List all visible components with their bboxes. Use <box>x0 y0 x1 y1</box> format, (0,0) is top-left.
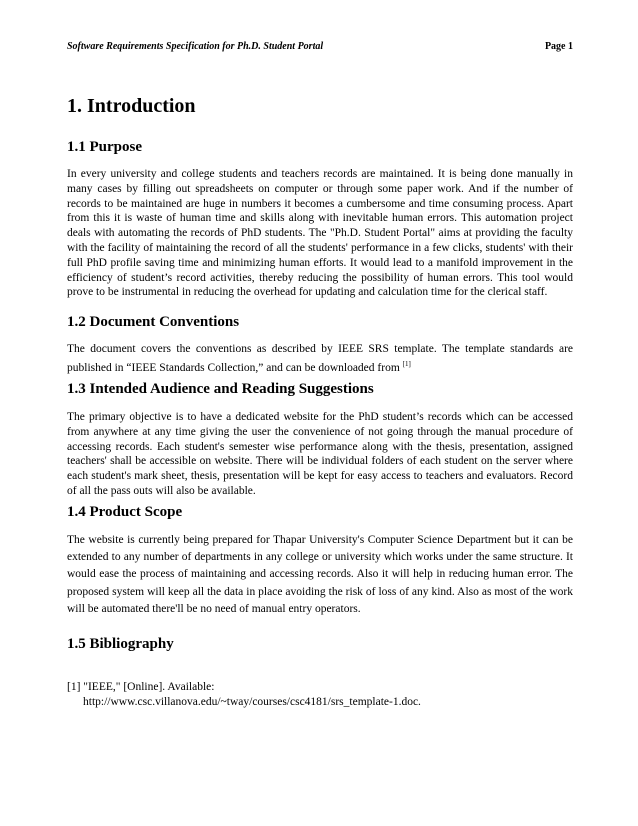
citation-reference: [1] <box>402 359 411 368</box>
section-title-conventions: 1.2 Document Conventions <box>67 314 240 330</box>
section-title-audience: 1.3 Intended Audience and Reading Suggestions <box>67 381 374 397</box>
page-number: Page 1 <box>544 41 573 52</box>
bibliography-citation: [1] "IEEE," [Online]. Available: <box>67 681 215 693</box>
section-text-conventions <box>67 342 573 376</box>
section-title-bibliography: 1.5 Bibliography <box>67 636 174 652</box>
bibliography-entry <box>67 680 421 710</box>
section-text-scope: The website is currently being prepared for Thapar University's Computer Science Department but it can be extended to any number of departments in any college or university which works under the same structure. It would ease the process of maintaining and accessing records. Also it will help in reducing human error. The proposed system will keep all the data in place avoiding the risk of loss of any kind. Also as most of the work will be automated there'll be no need of manual entry operators. <box>67 534 573 615</box>
page-header <box>67 41 573 52</box>
conventions-text: The document covers the conventions as described by IEEE SRS template. The template standards are published in “IEEE Standards Collection,” and can be downloaded from <box>67 343 573 374</box>
section-title-scope: 1.4 Product Scope <box>67 504 183 520</box>
section-title-purpose: 1.1 Purpose <box>67 139 142 155</box>
bibliography-url[interactable]: http://www.csc.villanova.edu/~tway/courses/csc4181/srs_template-1.doc. <box>83 695 421 708</box>
header-title: Software Requirements Specification for Ph.D. Student Portal <box>67 41 324 52</box>
section-text-audience: The primary objective is to have a dedicated website for the PhD student’s records which can be accessed from anywhere at any time giving the user the convenience of not going through the manual procedure of accessing records. Each student's semester wise performance along with the thesis, presentation, assigned teachers' shall be accessible on website. There will be individual folders of each student on the server where each student's mark sheet, thesis, presentation will be kept for easy access to teachers and evaluators. Record of all the pass outs will also be available. <box>67 411 573 497</box>
chapter-heading: 1. Introduction <box>67 95 196 117</box>
section-text-purpose: In every university and college students and teachers records are maintained. It is being done manually in many cases by filling out spreadsheets on computer or through some paper work. And if the number of records to be maintained are huge in numbers it becomes a cumbersome and time consuming process. Apart from this it is waste of human time and skills along with inevitable human errors. This automation project deals with automating the records of PhD students. The "Ph.D. Student Portal" aims at providing the faculty with the facility of maintaining the record of all the students' performance in a few clicks, students' with their full PhD profile saving time and minimizing human efforts. It would lead to a manifold improvement in the efficiency of student’s record activities, thereby reducing the possibility of human errors. This tool would prove to be instrumental in reducing the overhead for updating and calculation time for the clerical staff. <box>67 168 573 299</box>
